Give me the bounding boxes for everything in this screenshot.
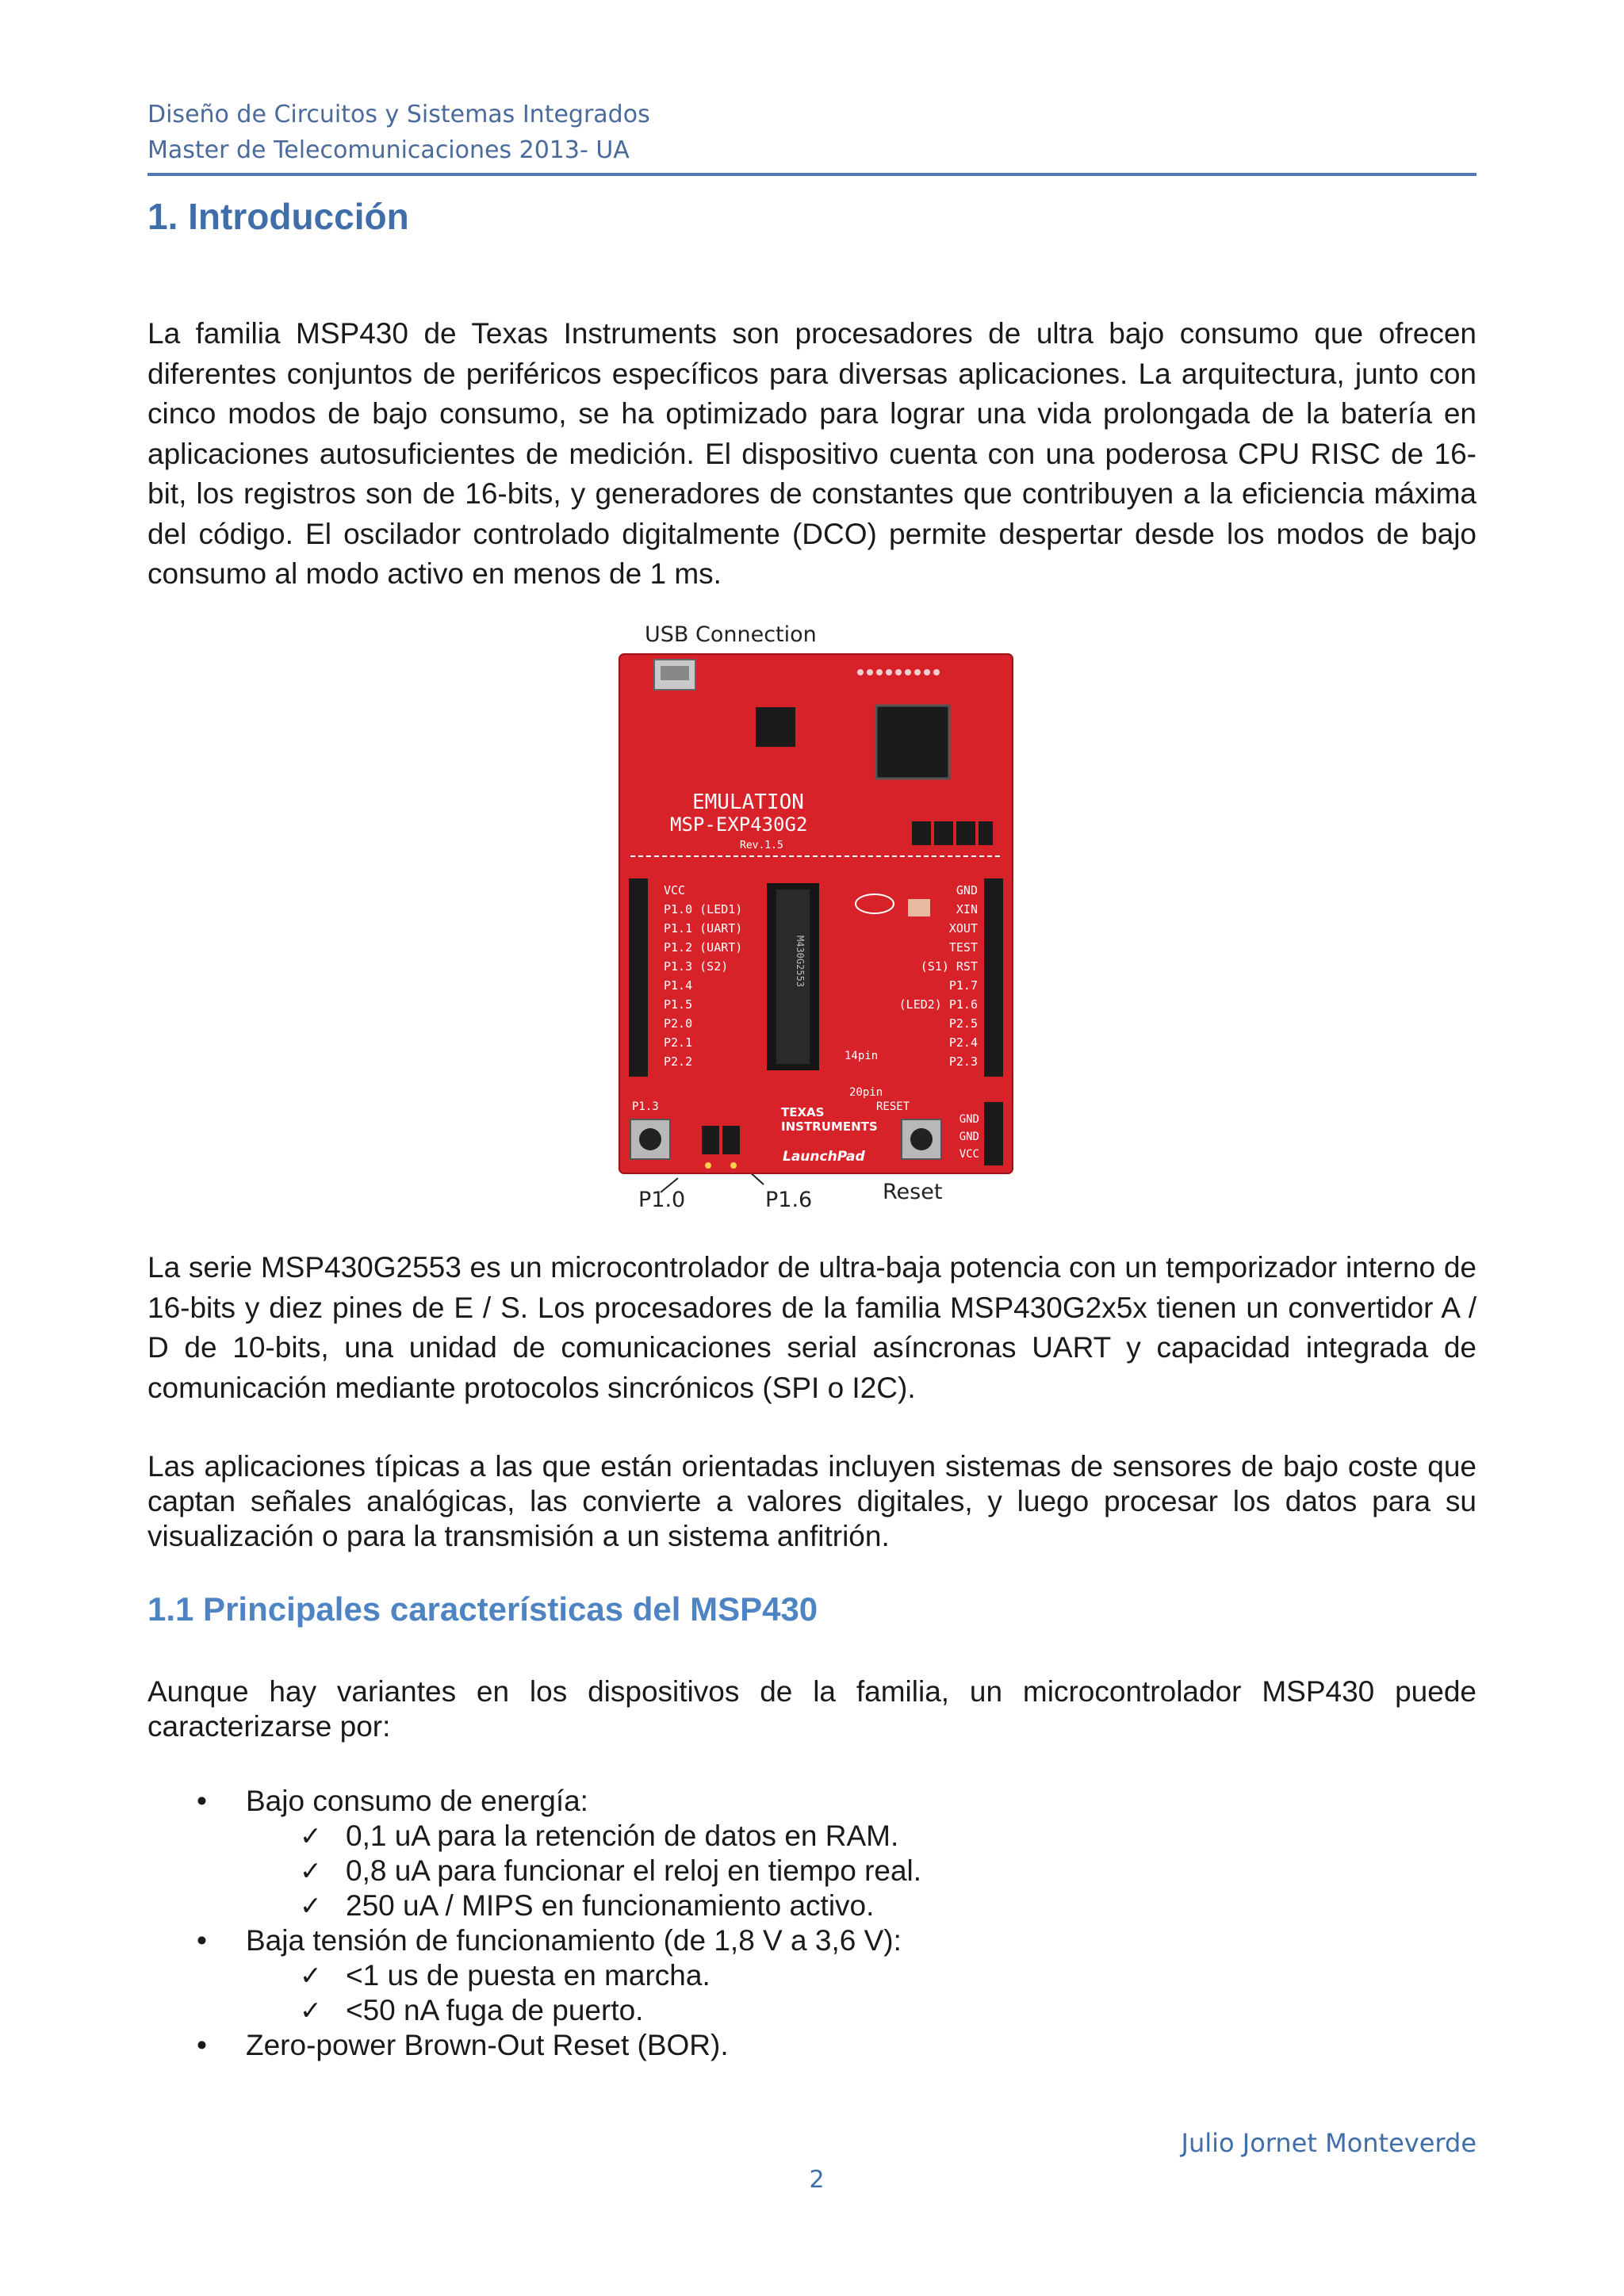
sub-list-item <box>147 1958 1477 1993</box>
pin-left-label: P1.0 (LED1) <box>664 902 743 916</box>
pin-right-label: XOUT <box>948 921 978 936</box>
sub-list-item <box>147 1854 1477 1888</box>
pin-right-label: TEST <box>948 940 978 955</box>
board-14pin-text: 14pin <box>845 1050 879 1062</box>
list-item <box>147 2028 1477 2063</box>
pin-left-label: P1.1 (UART) <box>664 921 743 936</box>
board-emulation-text: EMULATION <box>692 790 804 814</box>
board-model-text: MSP-EXP430G2 <box>670 813 808 836</box>
jumper-led2 <box>722 1126 740 1154</box>
led1-indicator <box>705 1162 711 1169</box>
pin-right-label: P2.4 <box>948 1035 978 1050</box>
sub-list-item <box>147 1888 1477 1923</box>
pin-left-label: P1.3 (S2) <box>664 959 729 974</box>
button-reset-cap <box>910 1128 933 1150</box>
usb-connection-caption: USB Connection <box>645 622 817 647</box>
msp430g2553-paragraph: La serie MSP430G2553 es un microcontrolador de ultra-baja potencia con un temporizador interno de 16-bits y diez pines de E / S. Los procesadores de la familia MSP430G2x5x tienen un convertidor A / D de 10-bits, una unidad de comunicaciones serial asíncronas UART y capacidad integrada de comunicación mediante protocolos sincrónicos (SPI o I2C). <box>147 1251 1477 1404</box>
section-title: 1. Introducción <box>147 196 409 237</box>
pin-left-label: P1.2 (UART) <box>664 940 743 955</box>
footer-author: Julio Jornet Monteverde <box>1181 2128 1477 2158</box>
header-rule <box>147 173 1477 176</box>
led2-indicator <box>730 1162 737 1169</box>
jumper-block <box>912 821 993 845</box>
pin-right-label: (S1) RST <box>920 959 978 974</box>
sub-list-item-text: <1 us de puesta en marcha. <box>346 1959 710 1992</box>
list-item-text: Zero-power Brown-Out Reset (BOR). <box>246 2029 729 2061</box>
checkmark-icon: ✓ <box>300 1855 322 1886</box>
header-j1 <box>629 878 648 1077</box>
sub-list-item-text: 250 uA / MIPS en funcionamiento activo. <box>346 1889 875 1922</box>
pin-right-label: P2.3 <box>948 1054 978 1069</box>
pin-left-label: P2.2 <box>664 1054 693 1069</box>
header-j2 <box>984 878 1003 1077</box>
pin-right-label: (LED2) P1.6 <box>898 997 978 1012</box>
p10-caption: P1.0 <box>638 1188 686 1212</box>
bullet-icon: • <box>197 1785 207 1817</box>
board-reset-text: RESET <box>876 1100 910 1113</box>
sub-list-item-text: 0,8 uA para funcionar el reloj en tiempo real. <box>346 1854 922 1887</box>
launchpad-board-image <box>615 618 1019 1221</box>
button-s2-cap <box>639 1128 661 1150</box>
checkmark-icon: ✓ <box>300 1960 322 1991</box>
jumper-led1 <box>702 1126 719 1154</box>
j6-pin-label: VCC <box>959 1148 979 1161</box>
pin-left-label: P1.5 <box>664 997 693 1012</box>
reset-caption: Reset <box>883 1180 943 1204</box>
board-rev-text: Rev.1.5 <box>740 840 783 851</box>
pin-left-label: VCC <box>664 883 686 897</box>
crystal-component <box>908 899 930 916</box>
j6-pin-label: GND <box>959 1113 979 1126</box>
checkmark-icon: ✓ <box>300 1995 322 2026</box>
page-number: 2 <box>809 2166 825 2194</box>
features-list <box>147 1784 1477 2063</box>
sub-list-item-text: <50 nA fuga de puerto. <box>346 1994 644 2026</box>
p10-callout-line <box>661 1178 678 1192</box>
ti-logo-line2: INSTRUMENTS <box>781 1119 878 1134</box>
sub-list-item <box>147 1819 1477 1854</box>
emulation-chip <box>756 707 795 747</box>
launchpad-figure <box>615 618 1019 1221</box>
top-pad-row <box>857 669 940 675</box>
list-item-text: Baja tensión de funcionamiento (de 1,8 V a 3,6 V): <box>246 1924 902 1957</box>
pin-right-label: P1.7 <box>948 978 978 993</box>
board-p13-text: P1.3 <box>632 1100 659 1113</box>
pin-left-label: P2.1 <box>664 1035 693 1050</box>
board-20pin-text: 20pin <box>849 1086 883 1099</box>
ti-logo-line1: TEXAS <box>781 1105 825 1119</box>
pin-right-label: GND <box>956 883 978 897</box>
sub-list-item <box>147 1993 1477 2028</box>
pin-right-label: P2.5 <box>948 1016 978 1031</box>
features-intro-paragraph: Aunque hay variantes en los dispositivos de la familia, un microcontrolador MSP430 puede caracterizarse por: <box>147 1675 1477 1743</box>
j6-pin-label: GND <box>959 1131 979 1143</box>
intro-paragraph: La familia MSP430 de Texas Instruments son procesadores de ultra bajo consumo que ofrecen diferentes conjuntos de periféricos específicos para diversas aplicaciones. La arquitectura, junto con cinco modos de bajo consumo, se ha optimizado para lograr una vida prolongada de la batería en aplicaciones autosuficientes de medición. El dispositivo cuenta con una poderosa CPU RISC de 16-bit, los registros son de 16-bits, y generadores de constantes que contribuyen a la eficiencia máxima del código. El oscilador controlado digitalmente (DCO) permite despertar desde los modos de bajo consumo al modo activo en menos de 1 ms. <box>147 317 1477 590</box>
p16-caption: P1.6 <box>765 1188 813 1212</box>
checkmark-icon: ✓ <box>300 1820 322 1851</box>
running-header <box>147 97 650 168</box>
header-program: Master de Telecomunicaciones 2013- UA <box>147 136 630 164</box>
header-j6 <box>984 1102 1003 1165</box>
launchpad-logo-text: LaunchPad <box>783 1149 865 1165</box>
list-item <box>147 1923 1477 1958</box>
bullet-icon: • <box>197 2029 207 2061</box>
sub-list-item-text: 0,1 uA para la retención de datos en RAM. <box>346 1820 899 1852</box>
pin-left-label: P1.4 <box>664 978 693 993</box>
checkmark-icon: ✓ <box>300 1890 322 1921</box>
header-course-title: Diseño de Circuitos y Sistemas Integrados <box>147 101 650 128</box>
list-item-text: Bajo consumo de energía: <box>246 1785 588 1817</box>
subsection-title: 1.1 Principales características del MSP430 <box>147 1590 818 1628</box>
pin-left-label: P2.0 <box>664 1016 693 1031</box>
applications-paragraph: Las aplicaciones típicas a las que están orientadas incluyen sistemas de sensores de bajo coste que captan señales analógicas, las convierte a valores digitales, y luego procesar los datos para su visualización o para la transmisión a un sistema anfitrión. <box>147 1450 1477 1552</box>
qfp-chip <box>876 706 949 779</box>
usb-port <box>661 666 689 680</box>
list-item <box>147 1784 1477 1819</box>
pin-right-label: XIN <box>956 902 978 916</box>
bullet-icon: • <box>197 1924 207 1957</box>
chip-marking: M430G2553 <box>795 936 806 988</box>
